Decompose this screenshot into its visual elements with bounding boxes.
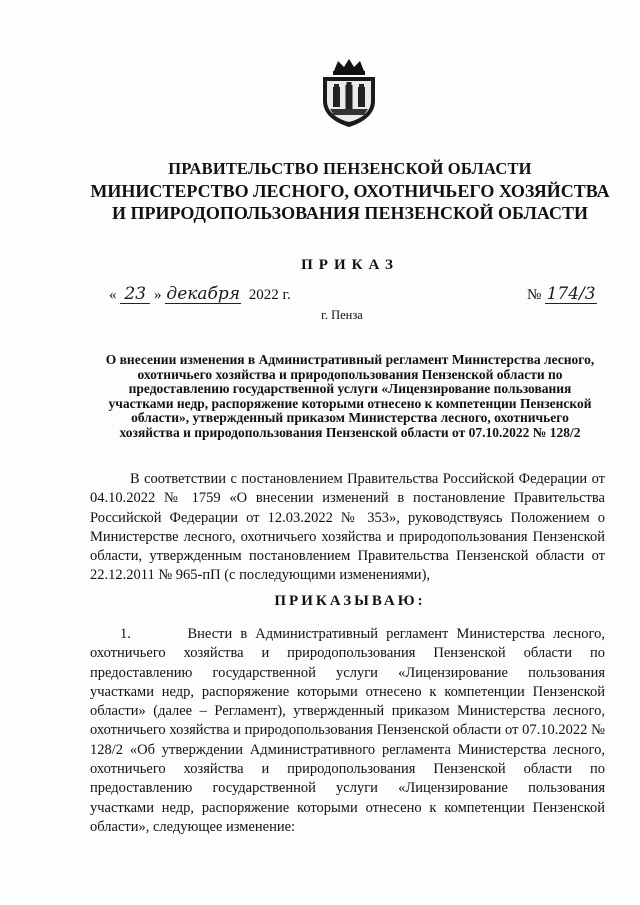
quote-open: « (109, 287, 117, 303)
order-number-value: 174/3 (546, 284, 596, 304)
order-day: 23 (120, 285, 150, 304)
document-title: О внесении изменения в Административный регламент Министерства лесного, охотничьего хозяйства и природопользования Пензенской области по предоставлению государственной услуги «Лицензирование пользования участками недр, распоряжение которыми отнесено к компетенции Пензенской области», утвержденный приказом Министерства лесного, охотничьего хозяйства и природопользования Пензенской области от 07.10.2022 № 128/2 (105, 352, 595, 440)
number-label: № (527, 287, 542, 303)
coat-of-arms-icon (318, 57, 380, 129)
order-date (109, 285, 291, 304)
order-year: 2022 г. (248, 287, 291, 303)
order-city: г. Пенза (321, 308, 363, 322)
government-heading: ПРАВИТЕЛЬСТВО ПЕНЗЕНСКОЙ ОБЛАСТИ (168, 159, 532, 178)
quote-close: » (154, 287, 162, 303)
item-1-paragraph: 1. Внести в Административный регламент Министерства лесного, охотничьего хозяйства и природопользования Пензенской области по предоставлению государственной услуги «Лицензирование пользования участками недр, распоряжение которыми отнесено к компетенции Пензенской области» (далее – Регламент), утвержденный приказом Министерства лесного, охотничьего хозяйства и природопользования Пензенской области от 07.10.2022 № 128/2 «Об утверждении Административного регламента Министерства лесного, охотничьего хозяйства и природопользования Пензенской области по предоставлению государственной услуги «Лицензирование пользования участками недр, распоряжение которыми отнесено к компетенции Пензенской области», следующее изменение: (90, 626, 605, 835)
ministry-heading: МИНИСТЕРСТВО ЛЕСНОГО, ОХОТНИЧЬЕГО ХОЗЯЙСТВА И ПРИРОДОПОЛЬЗОВАНИЯ ПЕНЗЕНСКОЙ ОБЛАСТИ (90, 181, 610, 223)
order-word: ПРИКАЗЫВАЮ: (274, 593, 426, 609)
order-number (527, 285, 597, 304)
order-month: декабря (166, 284, 241, 304)
order-title: ПРИКАЗ (301, 257, 399, 273)
preamble-paragraph: В соответствии с постановлением Правительства Российской Федерации от 04.10.2022 № 1759 «О внесении изменений в постановление Правительства Российской Федерации от 12.03.2022 № 353», руководствуясь Положением о Министерстве лесного, охотничьего хозяйства и природопользования Пензенской области, утвержденным постановлением Правительства Пензенской области от 22.12.2011 № 965-пП (с последующими изменениями), (90, 471, 605, 584)
